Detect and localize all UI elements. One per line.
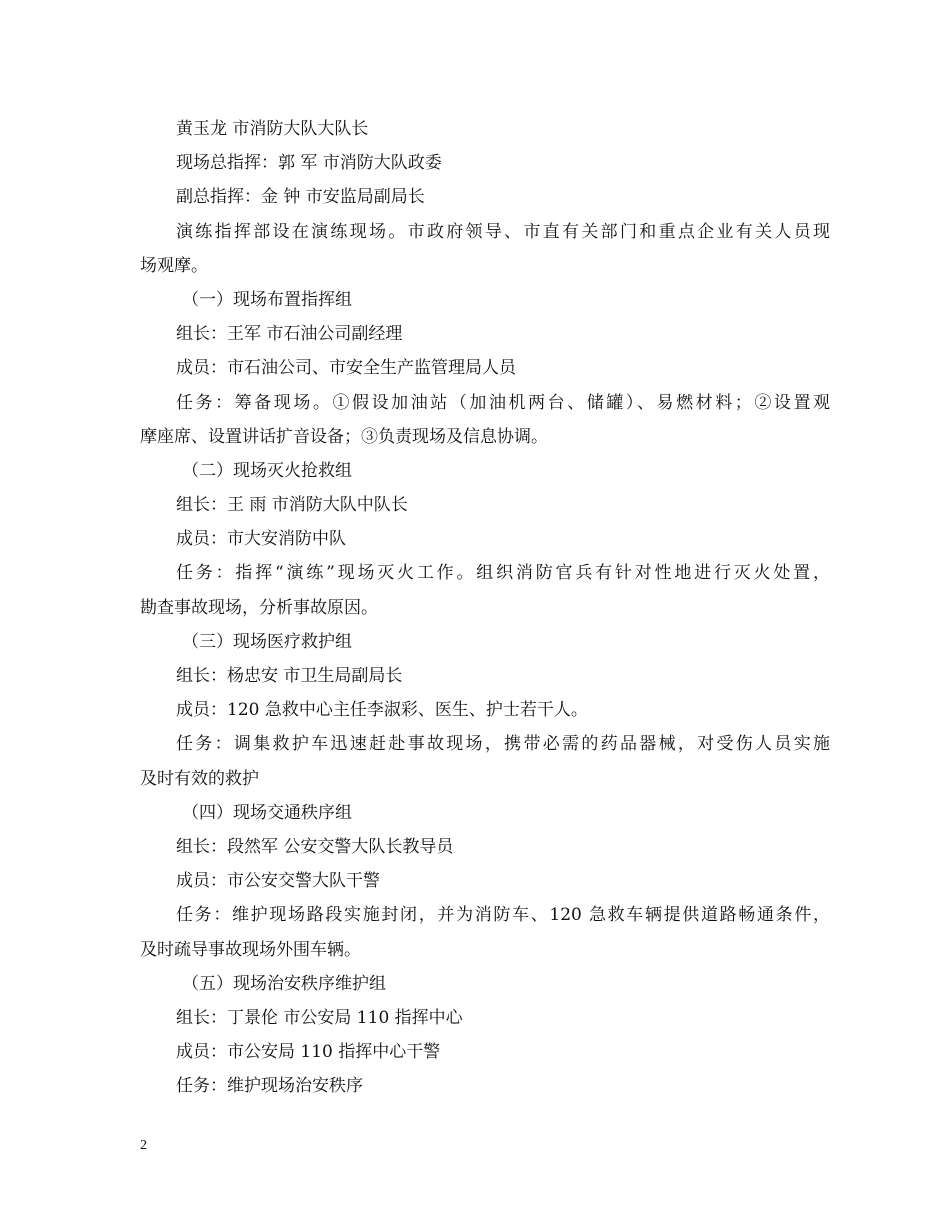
- heading-text: （二）现场灭火抢救组: [182, 460, 352, 481]
- line-text: 现场总指挥：郭 军 市消防大队政委: [176, 153, 442, 174]
- text-line: [140, 351, 830, 385]
- text-line: [140, 591, 830, 625]
- text-line: [140, 659, 830, 693]
- heading-text: （四）现场交通秩序组: [182, 802, 352, 823]
- line-text: 任务：指挥“演练”现场灭火工作。组织消防官兵有针对性地进行灭火处置，: [176, 563, 830, 584]
- line-text: 任务：维护现场路段实施封闭，并为消防车、120 急救车辆提供道路畅通条件，: [176, 905, 830, 926]
- page-number: 2: [140, 1138, 147, 1153]
- text-line: [140, 180, 830, 214]
- line-text: 成员：市大安消防中队: [176, 529, 346, 550]
- line-text: 及时疏导事故现场外围车辆。: [140, 939, 361, 960]
- section-heading: [140, 967, 830, 1001]
- text-line: [140, 727, 830, 761]
- line-text: 黄玉龙 市消防大队大队长: [176, 119, 369, 139]
- line-text: 组长：杨忠安 市卫生局副局长: [176, 666, 403, 686]
- line-text: 及时有效的救护: [140, 768, 259, 789]
- line-text: 任务：维护现场治安秩序: [176, 1076, 363, 1097]
- text-line: [140, 249, 830, 283]
- line-text: 摩座席、设置讲话扩音设备；③负责现场及信息协调。: [140, 426, 548, 447]
- text-line: [140, 1035, 830, 1069]
- heading-text: （三）现场医疗救护组: [182, 631, 352, 652]
- text-line: [140, 488, 830, 522]
- line-text: 勘查事故现场，分析事故原因。: [140, 597, 378, 618]
- line-text: 成员：120 急救中心主任李淑彩、医生、护士若干人。: [176, 700, 588, 721]
- text-line: [140, 522, 830, 556]
- text-line: [140, 693, 830, 727]
- text-line: [140, 112, 830, 146]
- text-line: [140, 1001, 830, 1035]
- section-heading: [140, 283, 830, 317]
- text-line: [140, 898, 830, 932]
- text-line: [140, 864, 830, 898]
- line-text: 组长：段然军 公安交警大队长教导员: [176, 836, 454, 857]
- text-line: [140, 317, 830, 351]
- heading-text: （五）现场治安秩序维护组: [182, 973, 386, 994]
- text-line: [140, 215, 830, 249]
- line-text: 副总指挥：金 钟 市安监局副局长: [176, 187, 425, 208]
- text-line: [140, 386, 830, 420]
- line-text: 场观摩。: [140, 255, 208, 276]
- text-line: [140, 146, 830, 180]
- line-text: 成员：市石油公司、市安全生产监管理局人员: [176, 358, 516, 379]
- text-line: [140, 830, 830, 864]
- section-heading: [140, 796, 830, 830]
- line-text: 组长：王军 市石油公司副经理: [176, 324, 403, 345]
- text-line: [140, 556, 830, 590]
- line-text: 任务：筹备现场。①假设加油站（加油机两台、储罐）、易燃材料；②设置观: [176, 392, 830, 413]
- document-body: [140, 112, 830, 1103]
- line-text: 成员：市公安交警大队干警: [176, 871, 380, 892]
- text-line: [140, 420, 830, 454]
- section-heading: [140, 454, 830, 488]
- heading-text: （一）现场布置指挥组: [182, 289, 352, 310]
- text-line: [140, 1069, 830, 1103]
- text-line: [140, 762, 830, 796]
- line-text: 任务：调集救护车迅速赶赴事故现场，携带必需的药品器械，对受伤人员实施: [176, 734, 830, 755]
- text-line: [140, 933, 830, 967]
- line-text: 成员：市公安局 110 指挥中心干警: [176, 1042, 441, 1063]
- line-text: 组长：王 雨 市消防大队中队长: [176, 495, 408, 516]
- line-text: 组长：丁景伦 市公安局 110 指挥中心: [176, 1007, 463, 1028]
- section-heading: [140, 625, 830, 659]
- line-text: 演练指挥部设在演练现场。市政府领导、市直有关部门和重点企业有关人员现: [176, 221, 830, 242]
